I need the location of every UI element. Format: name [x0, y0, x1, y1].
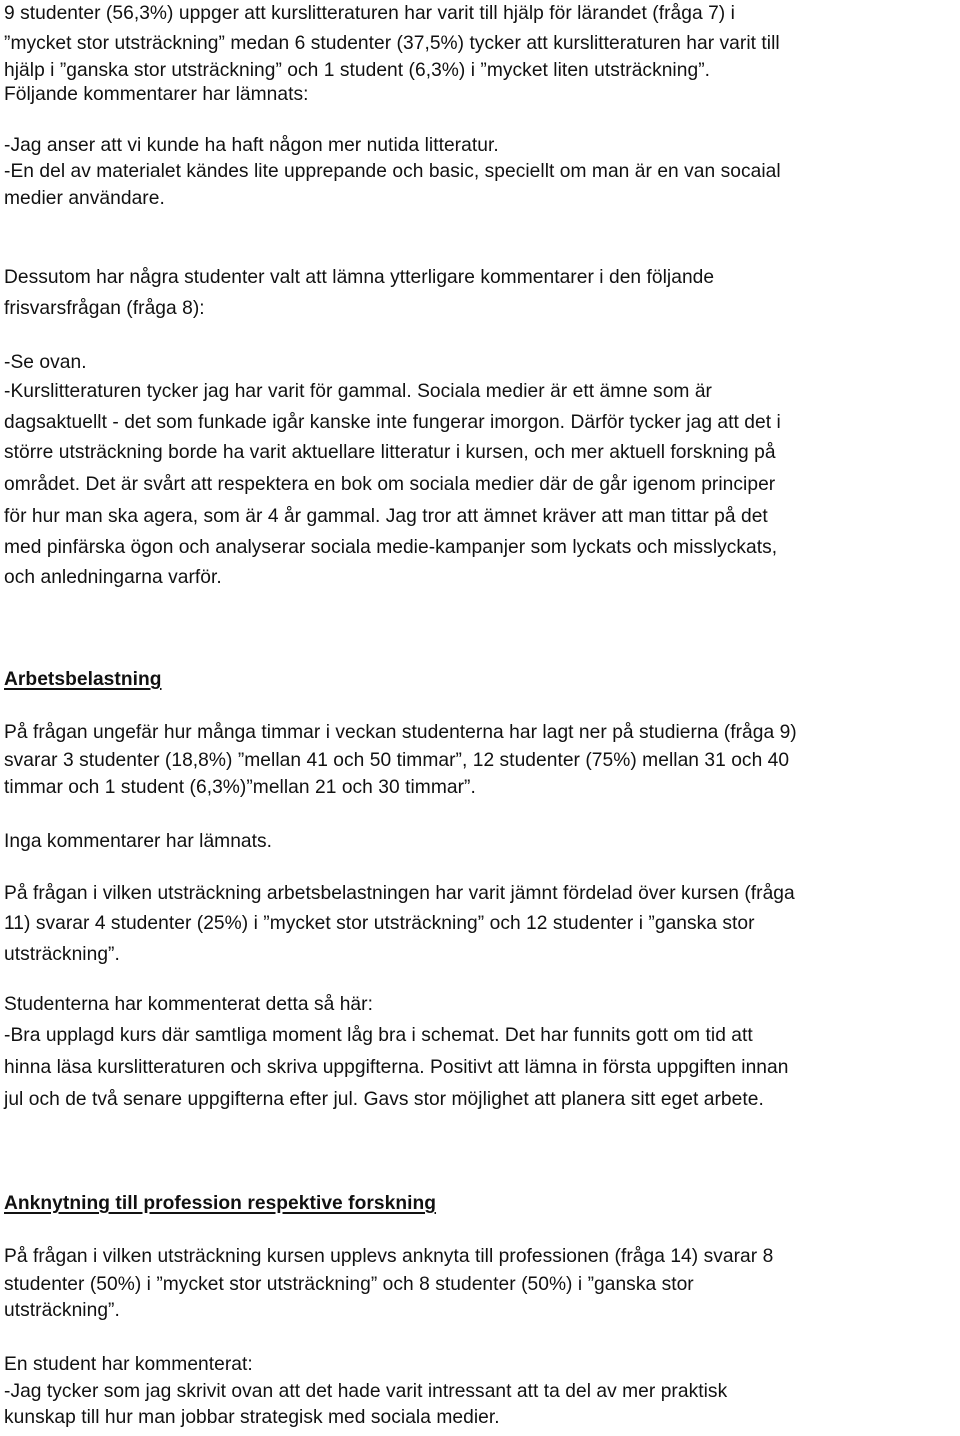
text-line: jul och de två senare uppgifterna efter jul. Gavs stor möjlighet att planera sitt eget arbete. [4, 1089, 764, 1110]
text-line: större utsträckning borde ha varit aktuellare litteratur i kursen, och mer aktuell forskning på [4, 442, 776, 463]
section-heading: Anknytning till profession respektive forskning [4, 1193, 437, 1214]
text-line: hjälp i ”ganska stor utsträckning” och 1 student (6,3%) i ”mycket liten utsträckning”. [4, 60, 711, 81]
text-line: På frågan i vilken utsträckning kursen upplevs anknyta till professionen (fråga 14) svarar 8 [4, 1246, 774, 1267]
text-line: 9 studenter (56,3%) uppger att kurslitteraturen har varit till hjälp för lärandet (fråga 7) i [4, 3, 735, 24]
text-line: timmar och 1 student (6,3%)”mellan 21 och 30 timmar”. [4, 777, 476, 798]
text-line: frisvarsfrågan (fråga 8): [4, 298, 205, 319]
text-line: studenter (50%) i ”mycket stor utsträckning” och 8 studenter (50%) i ”ganska stor [4, 1274, 694, 1295]
text-line: dagsaktuellt - det som funkade igår kanske inte fungerar imorgon. Därför tycker jag att det i [4, 412, 781, 433]
text-line: -Jag tycker som jag skrivit ovan att det hade varit intressant att ta del av mer praktisk [4, 1381, 728, 1402]
text-line: -Jag anser att vi kunde ha haft någon mer nutida litteratur. [4, 135, 499, 156]
text-line: Dessutom har några studenter valt att lämna ytterligare kommentarer i den följande [4, 267, 715, 288]
text-line: för hur man ska agera, som är 4 år gammal. Jag tror att ämnet kräver att man tittar på det [4, 506, 768, 527]
text-line: hinna läsa kurslitteraturen och skriva uppgifterna. Positivt att lämna in första uppgiften innan [4, 1057, 789, 1078]
text-line: Följande kommentarer har lämnats: [4, 84, 309, 105]
text-line: ”mycket stor utsträckning” medan 6 studenter (37,5%) tycker att kurslitteraturen har varit till [4, 33, 780, 54]
text-line: 11) svarar 4 studenter (25%) i ”mycket stor utsträckning” och 12 studenter i ”ganska stor [4, 913, 755, 934]
text-line: -Bra upplagd kurs där samtliga moment låg bra i schemat. Det har funnits gott om tid att [4, 1025, 753, 1046]
text-line: området. Det är svårt att respektera en bok om sociala medier där de går igenom principer [4, 474, 776, 495]
text-line: Inga kommentarer har lämnats. [4, 831, 273, 852]
text-line: En student har kommenterat: [4, 1354, 253, 1375]
text-line: med pinfärska ögon och analyserar sociala medie-kampanjer som lyckats och misslyckats, [4, 537, 778, 558]
text-line: Studenterna har kommenterat detta så här: [4, 994, 373, 1015]
text-line: På frågan i vilken utsträckning arbetsbelastningen har varit jämnt fördelad över kursen (fråga [4, 883, 795, 904]
text-line: svarar 3 studenter (18,8%) ”mellan 41 och 50 timmar”, 12 studenter (75%) mellan 31 och 40 [4, 750, 790, 771]
text-line: och anledningarna varför. [4, 567, 222, 588]
section-heading: Arbetsbelastning [4, 669, 162, 690]
text-line: kunskap till hur man jobbar strategisk med sociala medier. [4, 1407, 500, 1428]
text-line: På frågan ungefär hur många timmar i veckan studenterna har lagt ner på studierna (fråga 9) [4, 722, 797, 743]
text-line: -En del av materialet kändes lite upprepande och basic, speciellt om man är en van socaial [4, 161, 781, 182]
text-line: -Se ovan. [4, 352, 87, 373]
text-line: utsträckning”. [4, 1300, 120, 1321]
text-line: utsträckning”. [4, 944, 120, 965]
text-line: -Kurslitteraturen tycker jag har varit för gammal. Sociala medier är ett ämne som är [4, 381, 712, 402]
text-line: medier användare. [4, 188, 165, 209]
